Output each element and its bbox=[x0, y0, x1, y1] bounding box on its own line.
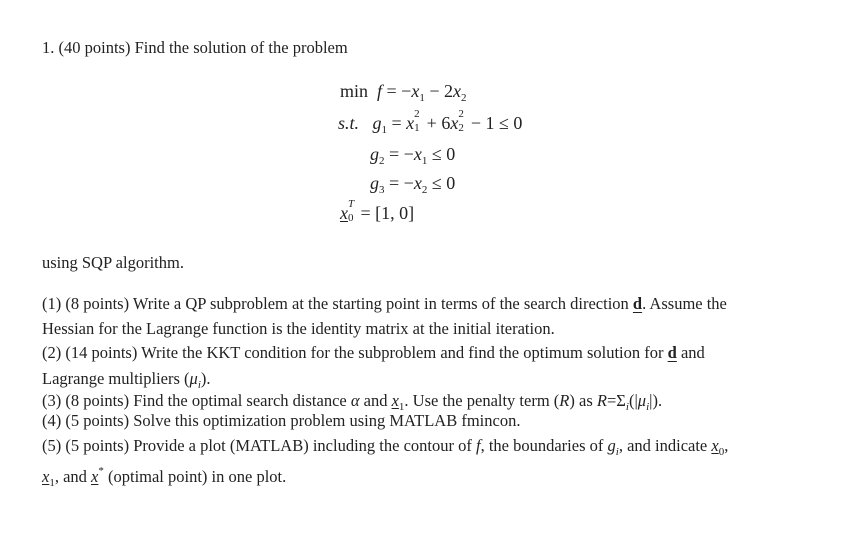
mu-index-2: i bbox=[646, 401, 650, 413]
x1-index: 1 bbox=[398, 401, 405, 413]
f-symbol: f bbox=[475, 436, 481, 455]
part3-and: and bbox=[363, 391, 388, 410]
part2-text-c: Lagrange multipliers ( bbox=[42, 369, 190, 388]
search-direction-d-2: d bbox=[667, 343, 677, 362]
sigma-index: i bbox=[625, 401, 629, 413]
part5-line1 bbox=[42, 436, 728, 462]
x0-symbol: x bbox=[711, 436, 719, 455]
x1-symbol-2: x bbox=[42, 467, 50, 486]
abs-open: (| bbox=[628, 391, 638, 410]
part1-line1 bbox=[42, 294, 727, 314]
sigma-symbol: =Σ bbox=[606, 391, 626, 410]
part5-text-b: , the boundaries of bbox=[480, 436, 604, 455]
part5-text-a: (5) (5 points) Provide a plot (MATLAB) including the contour of bbox=[42, 436, 472, 455]
part1-text-a: (1) (8 points) Write a QP subproblem at the starting point in terms of the search direction bbox=[42, 294, 629, 313]
r-symbol: R bbox=[559, 391, 570, 410]
part2-text-b: and bbox=[680, 343, 705, 362]
equation-min: $\min f = -x_1 - 2x_2$ bbox=[340, 81, 467, 104]
part3-text-a: (3) (8 points) Find the optimal search distance bbox=[42, 391, 347, 410]
mu-index: i bbox=[197, 379, 201, 391]
part3-text-b: . Use the penalty term ( bbox=[404, 391, 560, 410]
part1-line2: Hessian for the Lagrange function is the identity matrix at the initial iteration. bbox=[42, 319, 555, 338]
part2-text-a: (2) (14 points) Write the KKT condition for the subproblem and find the optimum solution for bbox=[42, 343, 664, 362]
alpha-symbol: α bbox=[350, 391, 360, 410]
equation-g2: $g_2 = -x_1 \le 0$ bbox=[370, 144, 456, 167]
mu-symbol: μ bbox=[189, 369, 198, 388]
g-index: i bbox=[615, 446, 619, 458]
equation-g1: s.t. $g_1 = x$ 2 1 + 6x 2 2 − 1 ≤ 0 bbox=[338, 108, 523, 136]
part4-line1: (4) (5 points) Solve this optimization problem using MATLAB fmincon. bbox=[42, 411, 521, 430]
equation-g3: $g_3 = -x_2 \le 0$ bbox=[370, 173, 456, 196]
equation-x0: x T 0 = [1, 0] bbox=[340, 198, 415, 224]
abs-close: |). bbox=[649, 391, 663, 410]
part5-text-d: , and bbox=[54, 467, 87, 486]
x0-index: 0 bbox=[718, 446, 725, 458]
part2-line1 bbox=[42, 343, 705, 363]
part5-text-e: (optimal point) in one plot. bbox=[107, 467, 287, 486]
comma-1: , bbox=[724, 436, 729, 455]
part2-text-d: ). bbox=[200, 369, 211, 388]
search-direction-d: d bbox=[632, 294, 643, 313]
part5-text-c: , and indicate bbox=[618, 436, 708, 455]
g-symbol: g bbox=[607, 436, 616, 455]
part1-text-b: . Assume the bbox=[642, 294, 727, 313]
x1-index-2: 1 bbox=[49, 477, 55, 489]
mu-symbol-2: μ bbox=[637, 391, 647, 410]
xstar-superscript: * bbox=[98, 465, 104, 477]
x1-symbol: x bbox=[391, 391, 399, 410]
xstar-symbol: x bbox=[91, 467, 99, 486]
st-label: s.t. bbox=[338, 113, 360, 133]
problem-header: 1. (40 points) Find the solution of the problem bbox=[42, 38, 348, 57]
method-line: using SQP algorithm. bbox=[42, 253, 184, 272]
part5-line2 bbox=[42, 461, 286, 493]
r-symbol-2: R bbox=[596, 391, 607, 410]
min-label: min bbox=[340, 81, 369, 101]
part3-text-c: ) as bbox=[569, 391, 593, 410]
